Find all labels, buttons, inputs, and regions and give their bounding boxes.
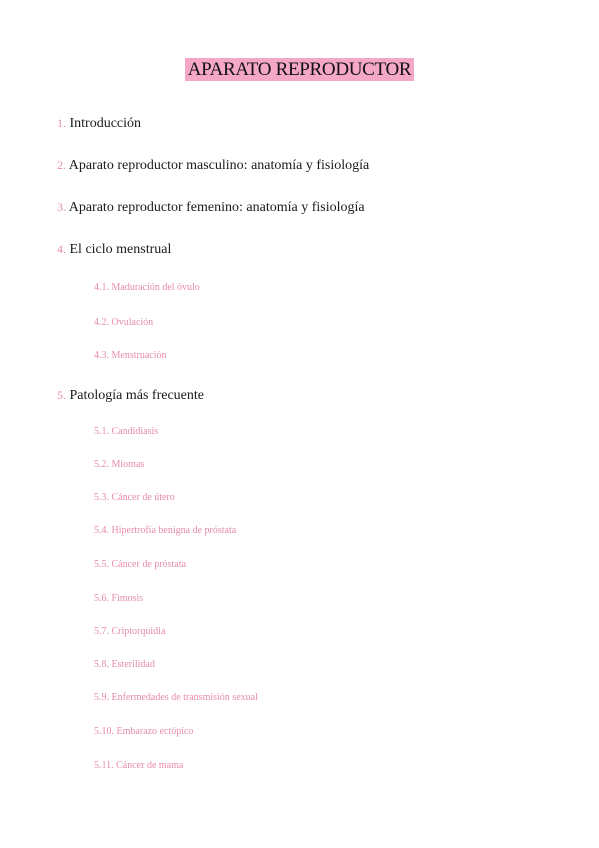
toc-subsection-5-6: 5.6. Fimosis: [94, 593, 144, 604]
toc-subsection-5-5: 5.5. Cáncer de próstata: [94, 559, 186, 570]
toc-section-1: [57, 114, 141, 133]
toc-section-4: [57, 240, 171, 259]
section-label: Introducción: [69, 116, 142, 131]
toc-subsection-5-9: 5.9. Enfermedades de transmisión sexual: [94, 692, 258, 703]
section-number: 4.: [57, 242, 66, 256]
toc-subsection-5-1: 5.1. Candidiasis: [94, 426, 159, 437]
toc-subsection-5-10: 5.10. Embarazo ectópico: [94, 726, 194, 737]
toc-section-3: [57, 198, 365, 217]
section-label: Patología más frecuente: [69, 388, 205, 403]
toc-subsection-5-2: 5.2. Miomas: [94, 459, 145, 470]
section-label: Aparato reproductor femenino: anatomía y fisiología: [68, 200, 365, 215]
document-title: APARATO REPRODUCTOR: [185, 58, 415, 81]
toc-subsection-5-7: 5.7. Criptorquidia: [94, 626, 166, 637]
toc-subsection-4-1: 4.1. Maduración del óvulo: [94, 282, 200, 293]
section-number: 1.: [57, 116, 66, 130]
title-container: [0, 58, 599, 81]
toc-subsection-5-11: 5.11. Cáncer de mama: [94, 760, 184, 771]
toc-subsection-5-8: 5.8. Esterilidad: [94, 659, 155, 670]
toc-subsection-4-3: 4.3. Menstruación: [94, 350, 167, 361]
section-number: 2.: [57, 158, 66, 172]
section-number: 5.: [57, 388, 66, 402]
toc-subsection-5-3: 5.3. Cáncer de útero: [94, 492, 175, 503]
toc-subsection-4-2: 4.2. Ovulación: [94, 317, 154, 328]
section-number: 3.: [57, 200, 66, 214]
toc-section-2: [57, 156, 369, 175]
toc-subsection-5-4: 5.4. Hipertrofia benigna de próstata: [94, 525, 237, 536]
toc-section-5: [57, 386, 204, 405]
section-label: El ciclo menstrual: [69, 242, 172, 257]
section-label: Aparato reproductor masculino: anatomía y fisiología: [68, 158, 370, 173]
